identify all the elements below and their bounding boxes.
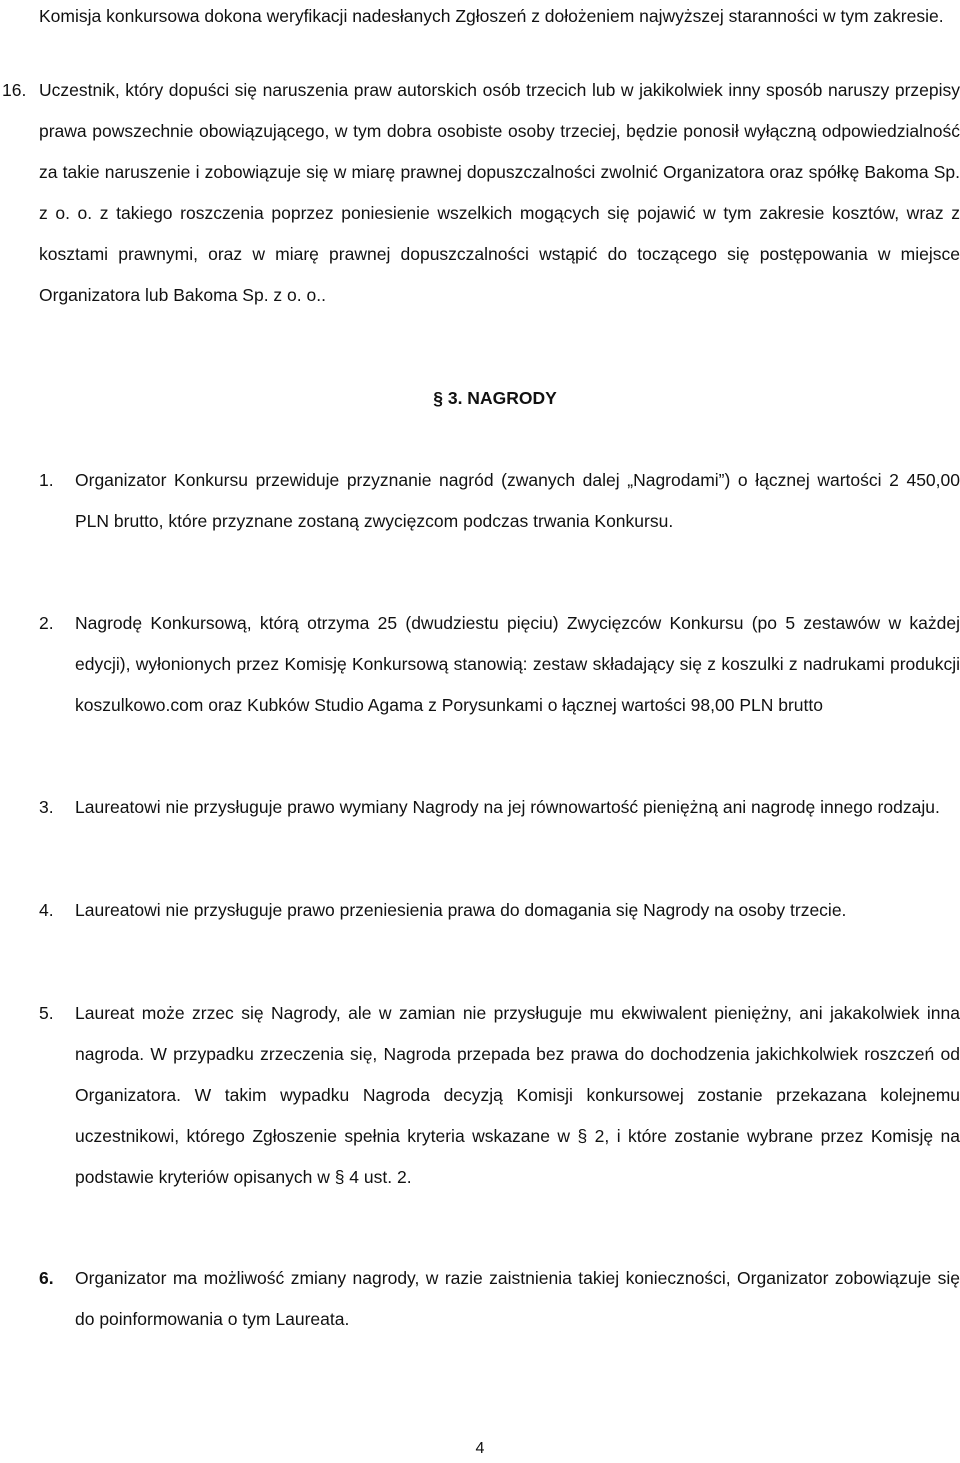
list-item-number: 3. (39, 797, 54, 817)
list-item-text: Laureat może zrzec się Nagrody, ale w zamian nie przysługuje mu ekwiwalent pieniężny, ani jakakolwiek inna nagroda. W przypadku zrzeczenia się, Nagroda przepada bez prawa do dochodzenia jakichkolwiek roszczeń od Organizatora. W takim wypadku Nagroda decyzją Komisji konkursowej zostanie przekazana kolejnemu uczestnikowi, którego Zgłoszenie spełnia kryteria wskazane w § 2, i które zostanie wybrane przez Komisję na podstawie kryteriów opisanych w § 4 ust. 2. (75, 1003, 960, 1187)
point-16 (0, 70, 960, 316)
page-number: 4 (475, 1440, 485, 1457)
list-item-number: 4. (39, 900, 54, 920)
list-item-1 (39, 460, 960, 542)
list-item-number: 1. (39, 470, 54, 490)
list-item-3 (39, 787, 960, 828)
list-item-text: Laureatowi nie przysługuje prawo wymiany Nagrody na jej równowartość pieniężną ani nagrodę innego rodzaju. (75, 797, 940, 817)
intro-paragraph: Komisja konkursowa dokona weryfikacji nadesłanych Zgłoszeń z dołożeniem najwyższej staranności w tym zakresie. (39, 6, 944, 26)
point-16-number: 16. (2, 80, 27, 100)
list-item-4 (39, 890, 960, 931)
point-16-text: Uczestnik, który dopuści się naruszenia praw autorskich osób trzecich lub w jakikolwiek inny sposób naruszy przepisy prawa powszechnie obowiązującego, w tym dobra osobiste osoby trzeciej, będzie ponosił wyłączną odpowiedzialność za takie naruszenie i zobowiązuje się w miarę prawnej dopuszczalności zwolnić Organizatora oraz spółkę Bakoma Sp. z o. o. z takiego roszczenia poprzez poniesienie wszelkich mogących się pojawić w tym zakresie kosztów, wraz z kosztami prawnymi, oraz w miarę prawnej dopuszczalności wstąpić do toczącego się postępowania w miejsce Organizatora lub Bakoma Sp. z o. o.. (39, 80, 960, 305)
list-item-2 (39, 603, 960, 726)
list-item-6 (39, 1258, 960, 1340)
list-item-number: 6. (39, 1268, 54, 1288)
list-item-text: Organizator ma możliwość zmiany nagrody, w razie zaistnienia takiej konieczności, Organizator zobowiązuje się do poinformowania o tym Laureata. (75, 1268, 960, 1329)
list-item-number: 2. (39, 613, 54, 633)
list-item-text: Nagrodę Konkursową, którą otrzyma 25 (dwudziestu pięciu) Zwycięzców Konkursu (po 5 zestawów w każdej edycji), wyłonionych przez Komisję Konkursową stanowią: zestaw składający się z koszulki z nadrukami produkcji koszulkowo.com oraz Kubków Studio Agama z Porysunkami o łącznej wartości 98,00 PLN brutto (75, 613, 960, 715)
list-item-number: 5. (39, 1003, 54, 1023)
section-heading: § 3. NAGRODY (433, 388, 557, 408)
list-item-5 (39, 993, 960, 1198)
list-item-text: Organizator Konkursu przewiduje przyznanie nagród (zwanych dalej „Nagrodami”) o łącznej wartości 2 450,00 PLN brutto, które przyznane zostaną zwycięzcom podczas trwania Konkursu. (75, 470, 960, 531)
list-item-text: Laureatowi nie przysługuje prawo przeniesienia prawa do domagania się Nagrody na osoby trzecie. (75, 900, 847, 920)
